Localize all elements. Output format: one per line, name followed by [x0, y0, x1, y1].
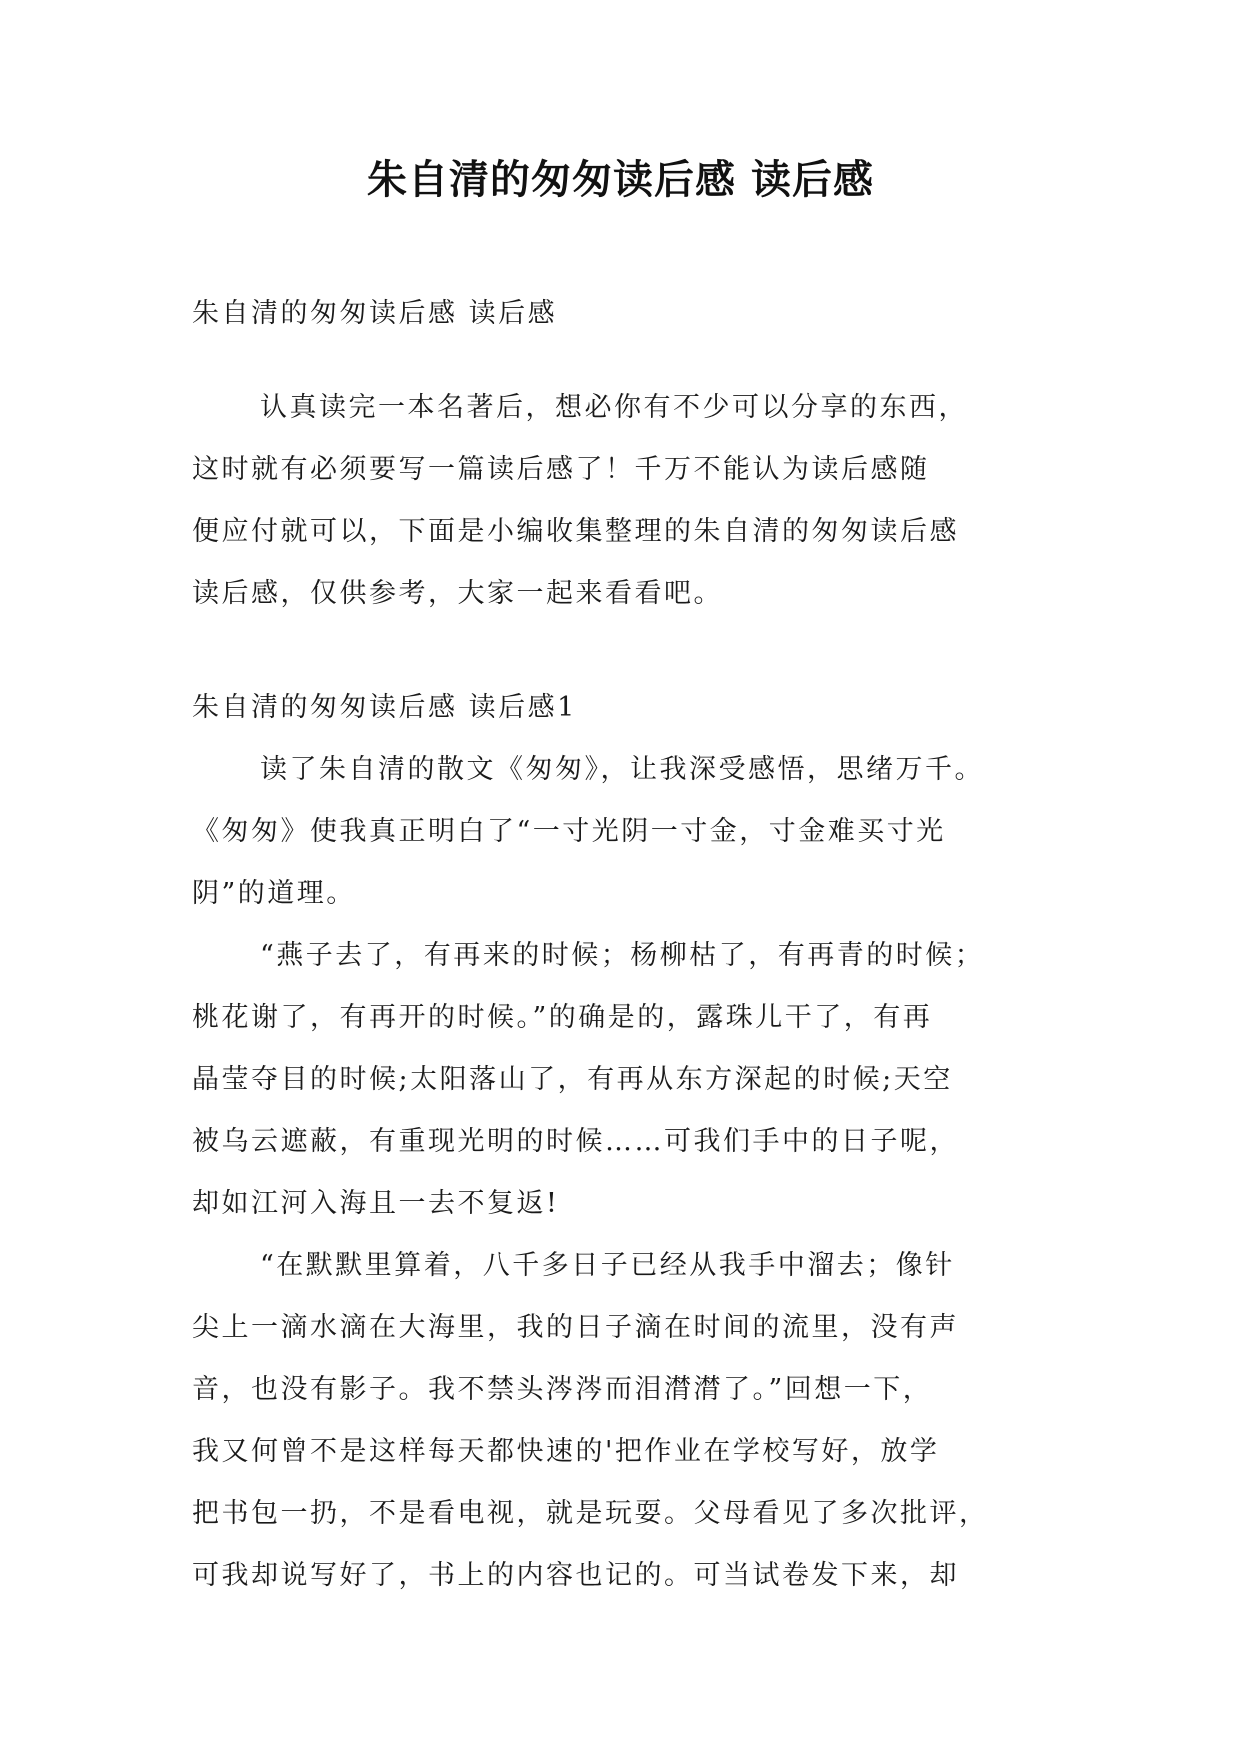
document-title: 朱自清的匆匆读后感 读后感: [367, 157, 874, 203]
paragraph-line: 晶莹夺目的时候;太阳落山了，有再从东方深起的时候;天空: [192, 1064, 953, 1095]
paragraph-line: 阴”的道理。: [192, 878, 356, 909]
paragraph-line: 读了朱自清的散文《匆匆》，让我深受感悟，思绪万千。: [260, 754, 984, 785]
paragraph-line: 便应付就可以，下面是小编收集整理的朱自清的匆匆读后感: [192, 516, 959, 547]
intro-paragraph: [192, 387, 1072, 635]
paragraph-2: [192, 935, 1072, 1245]
paragraph-line: 尖上一滴水滴在大海里，我的日子滴在时间的流里，没有声: [192, 1312, 959, 1343]
paragraph-line: 可我却说写好了，书上的内容也记的。可当试卷发下来，却: [192, 1560, 959, 1591]
paragraph-line: 这时就有必须要写一篇读后感了！千万不能认为读后感随: [192, 454, 930, 485]
paragraph-line: 桃花谢了，有再开的时候。”的确是的，露珠儿干了，有再: [192, 1002, 933, 1033]
paragraph-line: “燕子去了，有再来的时候；杨柳枯了，有再青的时候；: [260, 940, 985, 971]
paragraph-line: 却如江河入海且一去不复返!: [192, 1188, 560, 1219]
paragraph-line: 认真读完一本名著后，想必你有不少可以分享的东西，: [260, 392, 968, 423]
paragraph-line: 把书包一扔，不是看电视，就是玩耍。父母看见了多次批评，: [192, 1498, 989, 1529]
paragraph-3: [192, 1245, 1072, 1617]
document-subtitle: 朱自清的匆匆读后感 读后感: [192, 298, 558, 329]
section-heading: 朱自清的匆匆读后感 读后感1: [192, 692, 577, 723]
paragraph-1: [192, 749, 1072, 935]
paragraph-line: “在默默里算着，八千多日子已经从我手中溜去；像针: [260, 1250, 955, 1281]
paragraph-line: 被乌云遮蔽，有重现光明的时候……可我们手中的日子呢，: [192, 1126, 959, 1157]
paragraph-line: 《匆匆》使我真正明白了“一寸光阴一寸金，寸金难买寸光: [192, 816, 946, 847]
paragraph-line: 音，也没有影子。我不禁头涔涔而泪潸潸了。”回想一下，: [192, 1374, 933, 1405]
document-body: [192, 293, 1072, 1617]
paragraph-line: 读后感，仅供参考，大家一起来看看吧。: [192, 578, 723, 609]
paragraph-line: 我又何曾不是这样每天都快速的'把作业在学校写好，放学: [192, 1436, 940, 1467]
